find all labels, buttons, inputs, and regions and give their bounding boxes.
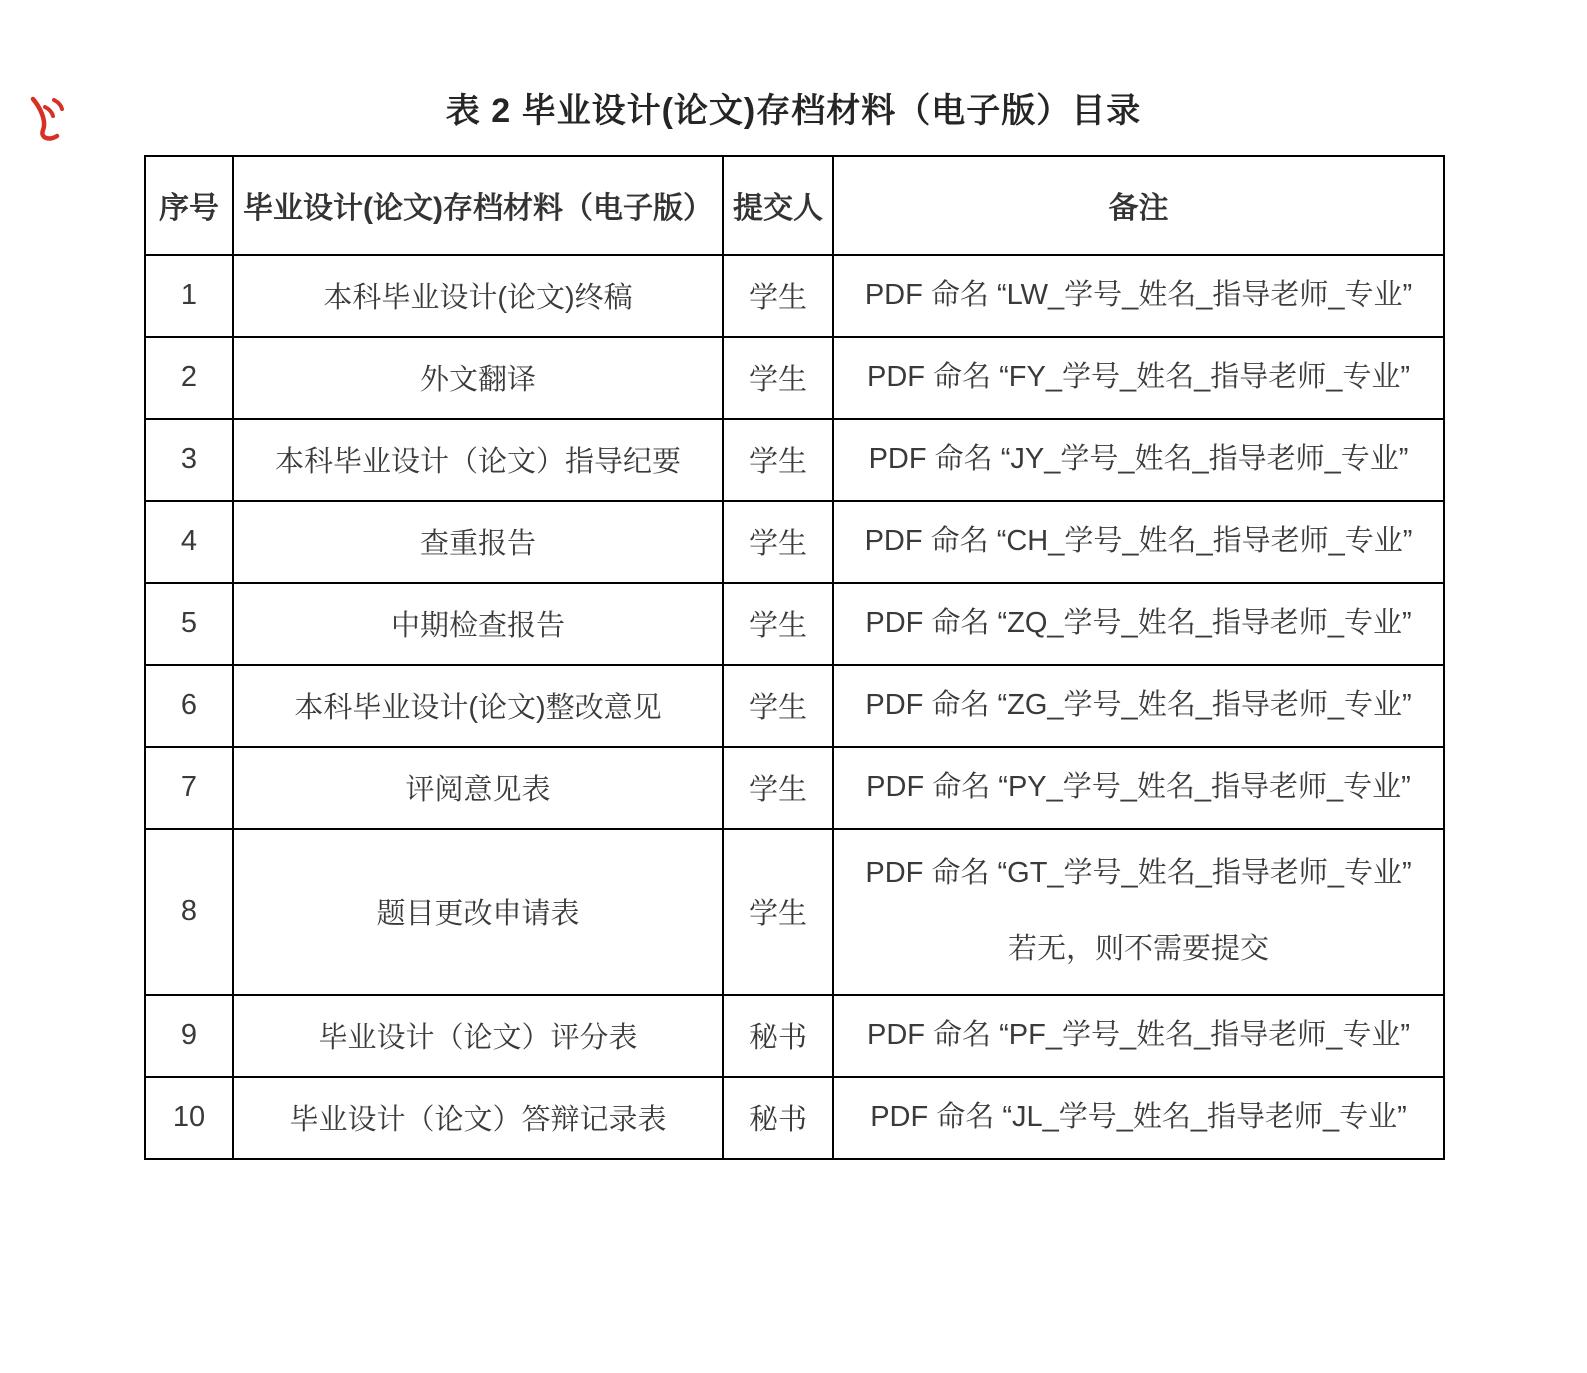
material-name: 毕业设计（论文）答辩记录表 [233,1077,723,1159]
note-text: PDF 命名 “ZQ_学号_姓名_指导老师_专业” [865,606,1412,639]
submitter: 学生 [723,747,833,829]
row-number: 10 [145,1077,233,1159]
submitter: 秘书 [723,1077,833,1159]
archive-materials-table [144,155,1445,1160]
submitter: 秘书 [723,995,833,1077]
material-name: 题目更改申请表 [233,829,723,995]
submitter: 学生 [723,337,833,419]
material-name: 外文翻译 [233,337,723,419]
note-cell [833,1077,1444,1159]
row-number: 4 [145,501,233,583]
submitter: 学生 [723,829,833,995]
table-row [145,583,1444,665]
material-name: 评阅意见表 [233,747,723,829]
table-row [145,995,1444,1077]
note-text-secondary: 若无，则不需要提交 [1007,932,1269,965]
table-row [145,419,1444,501]
page-title: 表 2 毕业设计(论文)存档材料（电子版）目录 [445,92,1142,130]
table-row [145,255,1444,337]
note-cell [833,829,1444,995]
row-number: 5 [145,583,233,665]
table-row [145,665,1444,747]
submitter: 学生 [723,419,833,501]
note-text: PDF 命名 “LW_学号_姓名_指导老师_专业” [864,278,1413,311]
note-cell [833,337,1444,419]
table-row [145,1077,1444,1159]
document-body [144,90,1443,1160]
note-cell [833,501,1444,583]
submitter: 学生 [723,501,833,583]
note-text: PDF 命名 “ZG_学号_姓名_指导老师_专业” [865,688,1412,721]
note-cell [833,995,1444,1077]
note-text: PDF 命名 “GT_学号_姓名_指导老师_专业” [865,856,1412,889]
table-body [145,255,1444,1159]
header-col-submitter: 提交人 [723,156,833,255]
header-col-index: 序号 [145,156,233,255]
note-text: PDF 命名 “PY_学号_姓名_指导老师_专业” [866,770,1411,803]
material-name: 中期检查报告 [233,583,723,665]
table-header-row [145,156,1444,255]
row-number: 7 [145,747,233,829]
material-name: 本科毕业设计(论文)终稿 [233,255,723,337]
header-col-material: 毕业设计(论文)存档材料（电子版） [233,156,723,255]
table-row [145,501,1444,583]
note-text: PDF 命名 “JY_学号_姓名_指导老师_专业” [868,442,1409,475]
material-name: 本科毕业设计(论文)整改意见 [233,665,723,747]
note-text: PDF 命名 “JL_学号_姓名_指导老师_专业” [870,1100,1407,1133]
row-number: 6 [145,665,233,747]
note-text: PDF 命名 “FY_学号_姓名_指导老师_专业” [866,360,1410,393]
material-name: 查重报告 [233,501,723,583]
row-number: 8 [145,829,233,995]
note-text: PDF 命名 “CH_学号_姓名_指导老师_专业” [864,524,1413,557]
row-number: 2 [145,337,233,419]
row-number: 3 [145,419,233,501]
header-col-note: 备注 [833,156,1444,255]
table-row [145,337,1444,419]
table-row [145,829,1444,995]
note-cell [833,583,1444,665]
row-number: 1 [145,255,233,337]
submitter: 学生 [723,665,833,747]
table-row [145,747,1444,829]
note-text: PDF 命名 “PF_学号_姓名_指导老师_专业” [866,1018,1410,1051]
material-name: 本科毕业设计（论文）指导纪要 [233,419,723,501]
handwritten-red-mark-icon [18,92,72,150]
submitter: 学生 [723,583,833,665]
note-cell [833,747,1444,829]
note-cell [833,255,1444,337]
material-name: 毕业设计（论文）评分表 [233,995,723,1077]
note-cell [833,665,1444,747]
table-header [145,156,1444,255]
submitter: 学生 [723,255,833,337]
document-page [0,90,1587,1373]
row-number: 9 [145,995,233,1077]
note-cell [833,419,1444,501]
